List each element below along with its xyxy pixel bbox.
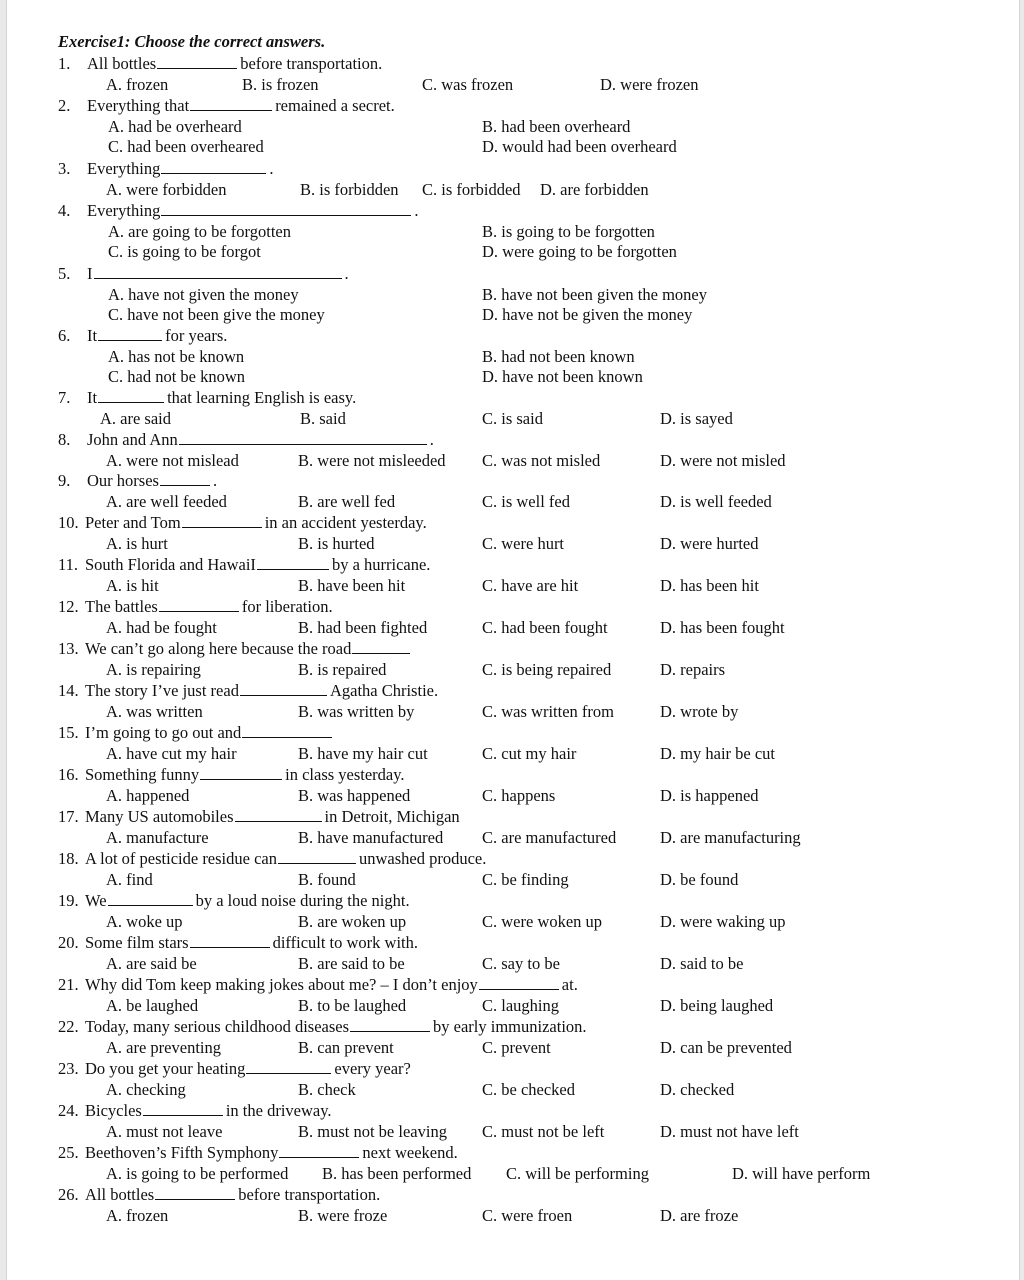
question-text: The battles bbox=[85, 597, 158, 616]
question-text: Bicycles bbox=[85, 1101, 142, 1120]
question-text-end: remained a secret. bbox=[275, 96, 395, 115]
answer-option[interactable]: B. is going to be forgotten bbox=[482, 222, 655, 241]
answer-blank[interactable] bbox=[190, 96, 272, 111]
question-text: We bbox=[85, 891, 107, 910]
answer-option[interactable]: D. are manufacturing bbox=[660, 828, 801, 847]
question-text-end: in the driveway. bbox=[225, 1101, 332, 1120]
answer-option[interactable]: C. have are hit bbox=[482, 576, 579, 595]
answer-blank[interactable] bbox=[242, 723, 332, 738]
question-text-end: by a hurricane. bbox=[331, 555, 431, 574]
answer-blank[interactable] bbox=[161, 159, 266, 174]
question-text-end: in an accident yesterday. bbox=[264, 513, 427, 532]
question-line bbox=[58, 1101, 332, 1121]
question-text-end: every year? bbox=[334, 1059, 411, 1078]
question-text: Everything that bbox=[87, 96, 190, 115]
answer-option[interactable]: C. is forbidded bbox=[422, 180, 521, 199]
answer-option[interactable]: C. will be performing bbox=[506, 1164, 649, 1183]
question-number: 25. bbox=[58, 1143, 79, 1162]
question-number: 21. bbox=[58, 975, 79, 994]
question-text-end: before transportation. bbox=[238, 1185, 381, 1204]
answer-option[interactable]: A. find bbox=[106, 870, 153, 889]
question-line bbox=[58, 471, 217, 491]
answer-option[interactable]: B. had not been known bbox=[482, 347, 635, 366]
answer-blank[interactable] bbox=[246, 1059, 331, 1074]
question-text: Today, many serious childhood diseases bbox=[85, 1017, 350, 1036]
answer-option[interactable]: B. was written by bbox=[298, 702, 415, 721]
question-text: Everything bbox=[87, 201, 161, 220]
answer-option[interactable]: D. have not been known bbox=[482, 367, 643, 386]
question-text: Many US automobiles bbox=[85, 807, 234, 826]
answer-option[interactable]: A. were not mislead bbox=[106, 451, 239, 470]
answer-option[interactable]: B. had been fighted bbox=[298, 618, 428, 637]
answer-blank[interactable] bbox=[200, 765, 282, 780]
question-text-end: next weekend. bbox=[362, 1143, 458, 1162]
answer-option[interactable]: C. had not be known bbox=[108, 367, 246, 386]
answer-option[interactable]: D. are froze bbox=[660, 1206, 739, 1225]
answer-option[interactable]: A. have cut my hair bbox=[106, 744, 237, 763]
question-line bbox=[58, 1059, 411, 1079]
answer-blank[interactable] bbox=[350, 1017, 430, 1032]
answer-blank[interactable] bbox=[240, 681, 327, 696]
question-line bbox=[58, 54, 382, 74]
answer-option[interactable]: A. are well feeded bbox=[106, 492, 227, 511]
answer-option[interactable]: A. frozen bbox=[106, 1206, 169, 1225]
question-text: All bottles bbox=[87, 54, 157, 73]
answer-option[interactable]: A. be laughed bbox=[106, 996, 199, 1015]
answer-option[interactable]: C. was frozen bbox=[422, 75, 514, 94]
answer-option[interactable]: C. had been fought bbox=[482, 618, 608, 637]
answer-option[interactable]: D. is well feeded bbox=[660, 492, 772, 511]
question-number: 17. bbox=[58, 807, 79, 826]
question-line bbox=[58, 201, 418, 221]
answer-option[interactable]: A. was written bbox=[106, 702, 203, 721]
question-number: 8. bbox=[58, 430, 71, 449]
question-line bbox=[58, 933, 418, 953]
question-line bbox=[58, 1185, 380, 1205]
question-line bbox=[58, 891, 410, 911]
question-text: We can’t go along here because the road bbox=[85, 639, 352, 658]
question-line bbox=[58, 96, 395, 116]
answer-option[interactable]: A. woke up bbox=[106, 912, 183, 931]
answer-blank[interactable] bbox=[352, 639, 410, 654]
question-line bbox=[58, 388, 356, 408]
question-text-end: for liberation. bbox=[241, 597, 333, 616]
answer-option[interactable]: B. were froze bbox=[298, 1206, 388, 1225]
answer-option[interactable]: B. are well fed bbox=[298, 492, 396, 511]
answer-option[interactable]: C. are manufactured bbox=[482, 828, 617, 847]
answer-option[interactable]: D. being laughed bbox=[660, 996, 774, 1015]
question-number: 24. bbox=[58, 1101, 79, 1120]
answer-option[interactable]: D. wrote by bbox=[660, 702, 739, 721]
answer-option[interactable]: D. would had been overheard bbox=[482, 137, 677, 156]
answer-option[interactable]: C. have not been give the money bbox=[108, 305, 325, 324]
answer-option[interactable]: B. must not be leaving bbox=[298, 1122, 447, 1141]
answer-blank[interactable] bbox=[235, 807, 322, 822]
answer-option[interactable]: B. to be laughed bbox=[298, 996, 407, 1015]
answer-blank[interactable] bbox=[159, 597, 239, 612]
question-number: 20. bbox=[58, 933, 79, 952]
answer-option[interactable]: D. must not have left bbox=[660, 1122, 799, 1141]
answer-option[interactable]: A. are said bbox=[100, 409, 172, 428]
answer-option[interactable]: A. had be overheard bbox=[108, 117, 242, 136]
question-line bbox=[58, 807, 460, 827]
answer-blank[interactable] bbox=[160, 471, 210, 486]
answer-option[interactable]: C. say to be bbox=[482, 954, 560, 973]
question-number: 12. bbox=[58, 597, 79, 616]
answer-option[interactable]: C. is being repaired bbox=[482, 660, 612, 679]
answer-option[interactable]: C. happens bbox=[482, 786, 556, 805]
question-number: 23. bbox=[58, 1059, 79, 1078]
answer-option[interactable]: D. were going to be forgotten bbox=[482, 242, 677, 261]
answer-option[interactable]: B. found bbox=[298, 870, 356, 889]
question-line bbox=[58, 1017, 587, 1037]
question-line bbox=[58, 264, 349, 284]
answer-blank[interactable] bbox=[179, 430, 427, 445]
answer-option[interactable]: D. checked bbox=[660, 1080, 735, 1099]
answer-option[interactable]: D. has been hit bbox=[660, 576, 759, 595]
question-text: John and Ann bbox=[87, 430, 178, 449]
answer-option[interactable]: D. is sayed bbox=[660, 409, 733, 428]
answer-option[interactable]: C. cut my hair bbox=[482, 744, 577, 763]
question-number: 26. bbox=[58, 1185, 79, 1204]
answer-option[interactable]: A. checking bbox=[106, 1080, 186, 1099]
answer-option[interactable]: B. was happened bbox=[298, 786, 411, 805]
answer-option[interactable]: A. are preventing bbox=[106, 1038, 221, 1057]
question-text: I bbox=[87, 264, 93, 283]
answer-option[interactable]: D. are forbidden bbox=[540, 180, 649, 199]
answer-option[interactable]: B. is frozen bbox=[242, 75, 319, 94]
answer-option[interactable]: A. are said be bbox=[106, 954, 197, 973]
question-text: Some film stars bbox=[85, 933, 189, 952]
question-number: 18. bbox=[58, 849, 79, 868]
answer-blank[interactable] bbox=[94, 264, 342, 279]
question-line bbox=[58, 765, 405, 785]
answer-option[interactable]: B. check bbox=[298, 1080, 356, 1099]
question-line bbox=[58, 849, 486, 869]
answer-option[interactable]: C. is going to be forgot bbox=[108, 242, 261, 261]
answer-blank[interactable] bbox=[98, 388, 164, 403]
answer-option[interactable]: A. frozen bbox=[106, 75, 169, 94]
exercise-title: Exercise1: Choose the correct answers. bbox=[58, 32, 326, 51]
answer-option[interactable]: A. manufacture bbox=[106, 828, 209, 847]
answer-option[interactable]: A. had be fought bbox=[106, 618, 217, 637]
answer-blank[interactable] bbox=[143, 1101, 223, 1116]
answer-option[interactable]: C. be checked bbox=[482, 1080, 575, 1099]
answer-option[interactable]: D. were frozen bbox=[600, 75, 699, 94]
question-text: The story I’ve just read bbox=[85, 681, 239, 700]
question-line bbox=[58, 597, 333, 617]
question-number: 3. bbox=[58, 159, 71, 178]
question-number: 5. bbox=[58, 264, 71, 283]
answer-option[interactable]: A. is repairing bbox=[106, 660, 201, 679]
answer-blank[interactable] bbox=[278, 849, 356, 864]
question-text-end: . bbox=[429, 430, 434, 449]
answer-option[interactable]: B. had been overheard bbox=[482, 117, 631, 136]
answer-option[interactable]: A. has not be known bbox=[108, 347, 245, 366]
answer-option[interactable]: B. said bbox=[300, 409, 346, 428]
question-number: 14. bbox=[58, 681, 79, 700]
question-number: 11. bbox=[58, 555, 79, 574]
question-number: 9. bbox=[58, 471, 71, 490]
question-text-end: before transportation. bbox=[240, 54, 383, 73]
question-number: 1. bbox=[58, 54, 71, 73]
answer-option[interactable]: C. was not misled bbox=[482, 451, 601, 470]
question-text-end: at. bbox=[561, 975, 578, 994]
answer-option[interactable]: B. is repaired bbox=[298, 660, 387, 679]
answer-option[interactable]: C. were froen bbox=[482, 1206, 573, 1225]
answer-option[interactable]: C. were hurt bbox=[482, 534, 565, 553]
answer-blank[interactable] bbox=[182, 513, 262, 528]
answer-option[interactable]: A. happened bbox=[106, 786, 190, 805]
answer-option[interactable]: B. is hurted bbox=[298, 534, 375, 553]
question-line bbox=[58, 555, 430, 575]
answer-option[interactable]: C. is said bbox=[482, 409, 543, 428]
answer-blank[interactable] bbox=[98, 326, 162, 341]
question-text: Peter and Tom bbox=[85, 513, 181, 532]
answer-blank[interactable] bbox=[279, 1143, 359, 1158]
answer-option[interactable]: C. be finding bbox=[482, 870, 569, 889]
question-text: It bbox=[87, 326, 98, 345]
question-text: Our horses bbox=[87, 471, 159, 490]
answer-option[interactable]: C. had been overheared bbox=[108, 137, 264, 156]
answer-blank[interactable] bbox=[190, 933, 270, 948]
question-text-end: . bbox=[212, 471, 218, 490]
answer-option[interactable]: B. have been hit bbox=[298, 576, 406, 595]
question-text-end: that learning English is easy. bbox=[167, 388, 357, 407]
question-text-end: in Detroit, Michigan bbox=[324, 807, 460, 826]
answer-option[interactable]: B. are said to be bbox=[298, 954, 405, 973]
question-text: Why did Tom keep making jokes about me? – I don’t enjoy bbox=[85, 975, 478, 994]
answer-option[interactable]: A. is hit bbox=[106, 576, 159, 595]
answer-blank[interactable] bbox=[108, 891, 193, 906]
answer-option[interactable]: D. were waking up bbox=[660, 912, 786, 931]
question-text: It bbox=[87, 388, 98, 407]
question-text: South Florida and HawaiI bbox=[85, 555, 256, 574]
answer-option[interactable]: D. have not be given the money bbox=[482, 305, 693, 324]
answer-blank[interactable] bbox=[479, 975, 559, 990]
answer-option[interactable]: A. must not leave bbox=[106, 1122, 223, 1141]
question-text-end: . bbox=[414, 201, 419, 220]
answer-option[interactable]: D. can be prevented bbox=[660, 1038, 792, 1057]
question-text: I’m going to go out and bbox=[85, 723, 242, 742]
answer-option[interactable]: B. has been performed bbox=[322, 1164, 472, 1183]
answer-option[interactable]: A. is hurt bbox=[106, 534, 168, 553]
question-text-end: unwashed produce. bbox=[358, 849, 487, 868]
question-text-end: by early immunization. bbox=[433, 1017, 587, 1036]
question-text-end: Agatha Christie. bbox=[329, 681, 439, 700]
answer-option[interactable]: D. is happened bbox=[660, 786, 759, 805]
question-line bbox=[58, 513, 427, 533]
answer-option[interactable]: A. is going to be performed bbox=[106, 1164, 289, 1183]
answer-option[interactable]: D. were hurted bbox=[660, 534, 759, 553]
question-text: Beethoven’s Fifth Symphony bbox=[85, 1143, 279, 1162]
question-number: 19. bbox=[58, 891, 79, 910]
answer-option[interactable]: B. is forbidden bbox=[300, 180, 399, 199]
question-text-end: . bbox=[344, 264, 349, 283]
question-number: 10. bbox=[58, 513, 79, 532]
question-line bbox=[58, 159, 273, 179]
question-text: Do you get your heating bbox=[85, 1059, 246, 1078]
answer-blank[interactable] bbox=[155, 1185, 235, 1200]
question-line bbox=[58, 1143, 458, 1163]
question-line bbox=[58, 326, 227, 346]
answer-option[interactable]: D. said to be bbox=[660, 954, 744, 973]
question-number: 7. bbox=[58, 388, 71, 407]
answer-blank[interactable] bbox=[257, 555, 329, 570]
question-line bbox=[58, 639, 413, 659]
question-line bbox=[58, 975, 578, 995]
question-text-end: . bbox=[269, 159, 274, 178]
answer-option[interactable]: C. is well fed bbox=[482, 492, 570, 511]
question-number: 13. bbox=[58, 639, 79, 658]
answer-option[interactable]: D. will have perform bbox=[732, 1164, 871, 1183]
question-text: All bottles bbox=[85, 1185, 155, 1204]
answer-option[interactable]: C. were woken up bbox=[482, 912, 603, 931]
question-line bbox=[58, 430, 434, 450]
answer-option[interactable]: B. have my hair cut bbox=[298, 744, 428, 763]
question-number: 6. bbox=[58, 326, 71, 345]
answer-option[interactable]: A. have not given the money bbox=[108, 285, 299, 304]
question-text-end: difficult to work with. bbox=[272, 933, 419, 952]
question-number: 2. bbox=[58, 96, 71, 115]
question-text: Something funny bbox=[85, 765, 200, 784]
answer-option[interactable]: A. are going to be forgotten bbox=[108, 222, 291, 241]
answer-option[interactable]: D. were not misled bbox=[660, 451, 786, 470]
question-line bbox=[58, 681, 438, 701]
answer-blank[interactable] bbox=[161, 201, 411, 216]
answer-blank[interactable] bbox=[157, 54, 237, 69]
question-number: 4. bbox=[58, 201, 71, 220]
question-text-end: for years. bbox=[165, 326, 228, 345]
question-text: Everything bbox=[87, 159, 161, 178]
answer-option[interactable]: B. can prevent bbox=[298, 1038, 394, 1057]
answer-option[interactable]: B. have manufactured bbox=[298, 828, 444, 847]
answer-option[interactable]: D. repairs bbox=[660, 660, 726, 679]
answer-option[interactable]: C. must not be left bbox=[482, 1122, 605, 1141]
question-number: 22. bbox=[58, 1017, 79, 1036]
answer-option[interactable]: C. laughing bbox=[482, 996, 559, 1015]
question-number: 15. bbox=[58, 723, 79, 742]
answer-option[interactable]: A. were forbidden bbox=[106, 180, 227, 199]
answer-option[interactable]: C. prevent bbox=[482, 1038, 551, 1057]
answer-option[interactable]: D. has been fought bbox=[660, 618, 785, 637]
answer-option[interactable]: B. have not been given the money bbox=[482, 285, 707, 304]
answer-option[interactable]: B. were not misleeded bbox=[298, 451, 446, 470]
answer-option[interactable]: C. was written from bbox=[482, 702, 614, 721]
question-text-end: by a loud noise during the night. bbox=[195, 891, 410, 910]
question-line bbox=[58, 723, 335, 743]
answer-option[interactable]: D. be found bbox=[660, 870, 739, 889]
question-text: A lot of pesticide residue can bbox=[85, 849, 277, 868]
question-text-end: in class yesterday. bbox=[285, 765, 405, 784]
answer-option[interactable]: D. my hair be cut bbox=[660, 744, 776, 763]
question-number: 16. bbox=[58, 765, 79, 784]
answer-option[interactable]: B. are woken up bbox=[298, 912, 407, 931]
